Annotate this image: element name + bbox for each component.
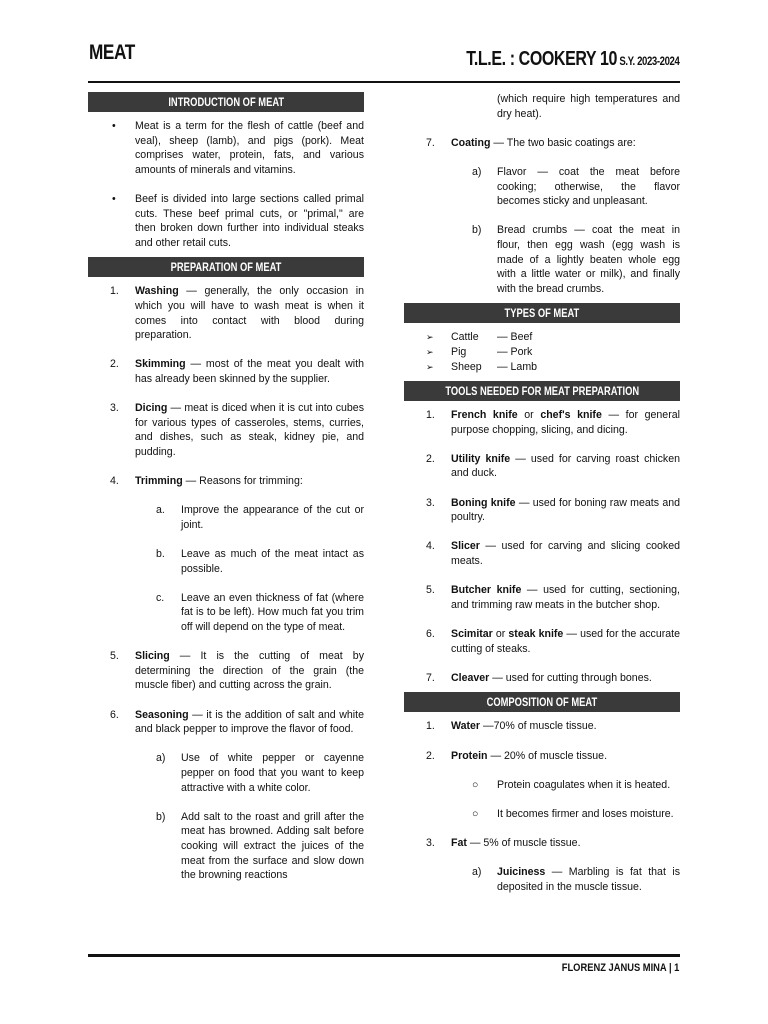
sub-list-item: a) Juiciness — Marbling is fat that is deposited in the muscle tissue. — [472, 866, 680, 893]
list-item: 1. Water —70% of muscle tissue. — [426, 720, 597, 733]
list-item: 3. Dicing — meat is diced when it is cut into cubes for various types of casseroles, stems, curries, and dishes, such as steak, kidney pie, and pudding. — [110, 402, 364, 458]
list-item: 2. Protein — 20% of muscle tissue. — [426, 749, 608, 762]
section-header-introduction: INTRODUCTION OF MEAT — [88, 92, 364, 112]
circle-bullet-icon: ○ — [472, 778, 479, 791]
page-title: MEAT — [89, 41, 135, 64]
sub-list-item: b. Leave as much of the meat intact as possible. — [156, 548, 364, 575]
list-item: 1. Washing — generally, the only occasion in which you will have to wash meat is when it comes into contact with blood during preparation. — [110, 285, 364, 342]
footer-separator: | — [668, 962, 672, 974]
sub-list-item: b) Add salt to the roast and grill after the meat has browned. Adding salt before cooking will extract the juices of the meat from the surface and slow down the browning reactions — [156, 810, 364, 882]
list-item: 4. Trimming — Reasons for trimming: — [110, 475, 303, 488]
list-item: ➢ Sheep — Lamb — [426, 360, 538, 373]
list-item: 4. Slicer — used for carving and slicing cooked meats. — [426, 540, 680, 568]
course-name: T.L.E. : COOKERY 10 — [465, 48, 617, 70]
list-item: 1. French knife or chef's knife — for general purpose chopping, slicing, and dicing. — [426, 409, 680, 436]
list-item: 6. Scimitar or steak knife — used for the accurate cutting of steaks. — [426, 628, 680, 655]
sub-list-item: a) Use of white pepper or cayenne pepper on food that you want to keep attractive with a white color. — [156, 752, 364, 794]
list-item: • Meat is a term for the flesh of cattle (beef and veal), sheep (lamb), and pigs (pork). Meat comprises water, protein, fats, and various amounts of minerals and vitamins. — [112, 120, 364, 176]
page-number: 1 — [673, 962, 679, 974]
section-header-composition: COMPOSITION OF MEAT — [404, 692, 680, 712]
list-item: 2. Utility knife — used for carving roast chicken and duck. — [426, 452, 680, 480]
bullet-icon: • — [112, 192, 116, 205]
left-column — [88, 92, 364, 883]
school-year: S.Y. 2023-2024 — [618, 54, 679, 68]
sub-list-item: b) Bread crumbs — coat the meat in flour, then egg wash (egg wash is made of a lightly beaten whole egg with a little water or milk), and finally with the bread crumbs. — [472, 224, 680, 295]
sub-list-item: ○ It becomes firmer and loses moisture. — [472, 807, 674, 820]
circle-bullet-icon: ○ — [472, 807, 479, 820]
section-header-types: TYPES OF MEAT — [404, 303, 680, 323]
list-item: 2. Skimming — most of the meat you dealt with has already been skinned by the supplier. — [110, 358, 364, 385]
arrow-bullet-icon: ➢ — [426, 332, 434, 343]
page-footer — [561, 961, 679, 976]
bullet-icon: • — [112, 120, 116, 132]
arrow-bullet-icon: ➢ — [426, 361, 434, 372]
list-item: 6. Seasoning — it is the addition of salt and white and black pepper to improve the flavor of food. — [110, 708, 364, 736]
list-item: ➢ Cattle — Beef — [426, 331, 533, 344]
section-header-preparation: PREPARATION OF MEAT — [88, 257, 364, 277]
sub-list-item-continued: (which require high temperatures and dry heat). — [497, 93, 680, 120]
list-item: 3. Boning knife — used for boning raw meats and poultry. — [426, 496, 680, 524]
arrow-bullet-icon: ➢ — [426, 346, 434, 357]
sub-list-item: ○ Protein coagulates when it is heated. — [472, 778, 671, 791]
list-item: 5. Slicing — It is the cutting of meat by determining the direction of the grain (the muscle fiber) and cutting across the grain. — [110, 650, 364, 692]
header-rule — [88, 81, 680, 83]
list-item: 7. Cleaver — used for cutting through bones. — [426, 671, 652, 684]
right-column — [404, 92, 680, 895]
list-item: ➢ Pig — Pork — [426, 345, 533, 358]
course-title — [465, 48, 679, 70]
author-name: FLORENZ JANUS MINA — [561, 962, 666, 974]
section-header-tools: TOOLS NEEDED FOR MEAT PREPARATION — [404, 381, 680, 401]
footer-rule — [88, 954, 680, 957]
list-item: • Beef is divided into large sections called primal cuts. These beef primal cuts, or "primal," are then broken down further into individual steaks and other retail cuts. — [112, 192, 364, 249]
list-item: 7. Coating — The two basic coatings are: — [426, 136, 636, 149]
sub-list-item: c. Leave an even thickness of fat (where fat is to be left). How much fat you trim off will depend on the type of meat. — [156, 591, 364, 633]
list-item: 5. Butcher knife — used for cutting, sectioning, and trimming raw meats in the butcher shop. — [426, 584, 680, 611]
list-item: 3. Fat — 5% of muscle tissue. — [426, 837, 581, 850]
sub-list-item: a. Improve the appearance of the cut or joint. — [156, 504, 364, 531]
sub-list-item: a) Flavor — coat the meat before cooking; otherwise, the flavor becomes sticky and unpleasant. — [472, 165, 680, 208]
